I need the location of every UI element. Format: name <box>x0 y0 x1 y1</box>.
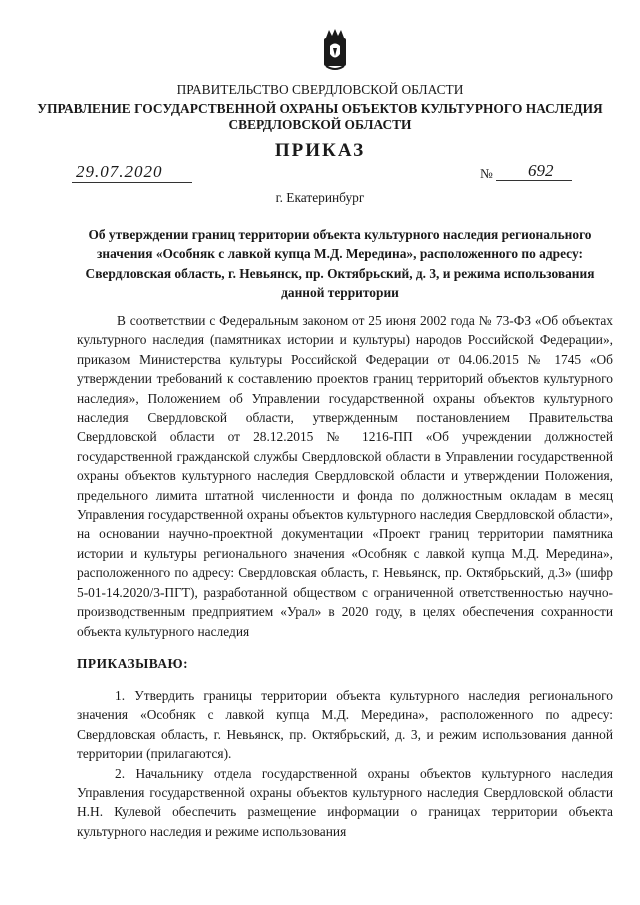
department-line-2: СВЕРДЛОВСКОЙ ОБЛАСТИ <box>228 117 412 132</box>
coat-of-arms-icon <box>321 28 349 72</box>
order-subject: Об утверждении границ территории объекта культурного наследия регионального значения «Особняк с лавкой купца М.Д. Мередина», расположенного по адресу: Свердловская область, г. Невьянск, пр. Октябрьский, д. 3, и режима использования данной территории <box>85 227 595 301</box>
order-number: 692 <box>528 161 554 180</box>
order-directive: ПРИКАЗЫВАЮ: <box>77 656 189 671</box>
government-name: ПРАВИТЕЛЬСТВО СВЕРДЛОВСКОЙ ОБЛАСТИ <box>176 82 464 97</box>
department-line-1: УПРАВЛЕНИЕ ГОСУДАРСТВЕННОЙ ОХРАНЫ ОБЪЕКТОВ КУЛЬТУРНОГО НАСЛЕДИЯ <box>37 101 603 116</box>
department-name <box>0 101 640 133</box>
city: г. Екатеринбург <box>275 190 365 205</box>
number-underline <box>496 180 572 181</box>
date-underline <box>72 182 192 183</box>
order-item-1: 1. Утвердить границы территории объекта культурного наследия регионального значения «Особняк с лавкой купца М.Д. Мередина», расположенного по адресу: Свердловская область, г. Невьянск, пр. Октябрьский, д. 3, и режим использования данной территории (прилагаются). <box>77 688 613 762</box>
order-number-label: № <box>480 166 493 181</box>
order-date: 29.07.2020 <box>76 162 163 181</box>
document-title: ПРИКАЗ <box>274 140 366 161</box>
preamble-paragraph: В соответствии с Федеральным законом от 25 июня 2002 года № 73-ФЗ «Об объектах культурного наследия (памятниках истории и культуры) народов Российской Федерации», приказом Министерства культуры Российской Федерации от 04.06.2015 № 1745 «Об утверждении требований к составлению проектов границ территорий объектов культурного наследия», Положением об Управлении государственной охраны объектов культурного наследия Свердловской области, утвержденным постановлением Правительства Свердловской области от 28.12.2015 № 1216-ПП «Об учреждении должностей государственной гражданской службы Свердловской области в Управлении государственной охраны объектов культурного наследия Свердловской области и утверждении Положения, предельного лимита штатной численности и фонда по должностным окладам в месяц Управления государственной охраны объектов культурного наследия Свердловской области», на основании научно-проектной документации «Проект границ территории памятника истории и культуры регионального значения «Особняк с лавкой купца М.Д. Мередина», расположенного по адресу: Свердловская область, г. Невьянск, пр. Октябрьский, д.3» (шифр 5-01-14.2020/3-ПГТ), разработанной обществом с ограниченной ответственностью научно-производственным предприятием «Урал» в 2020 году, в целях обеспечения сохранности объекта культурного наследия <box>77 313 613 639</box>
order-item-2: 2. Начальнику отдела государственной охраны объектов культурного наследия Управления государственной охраны объектов культурного наследия Свердловской области Н.Н. Кулевой обеспечить размещение информации о границах территории объекта культурного наследия и режиме использования <box>77 765 613 839</box>
order-items <box>77 686 613 841</box>
preamble <box>77 311 613 641</box>
